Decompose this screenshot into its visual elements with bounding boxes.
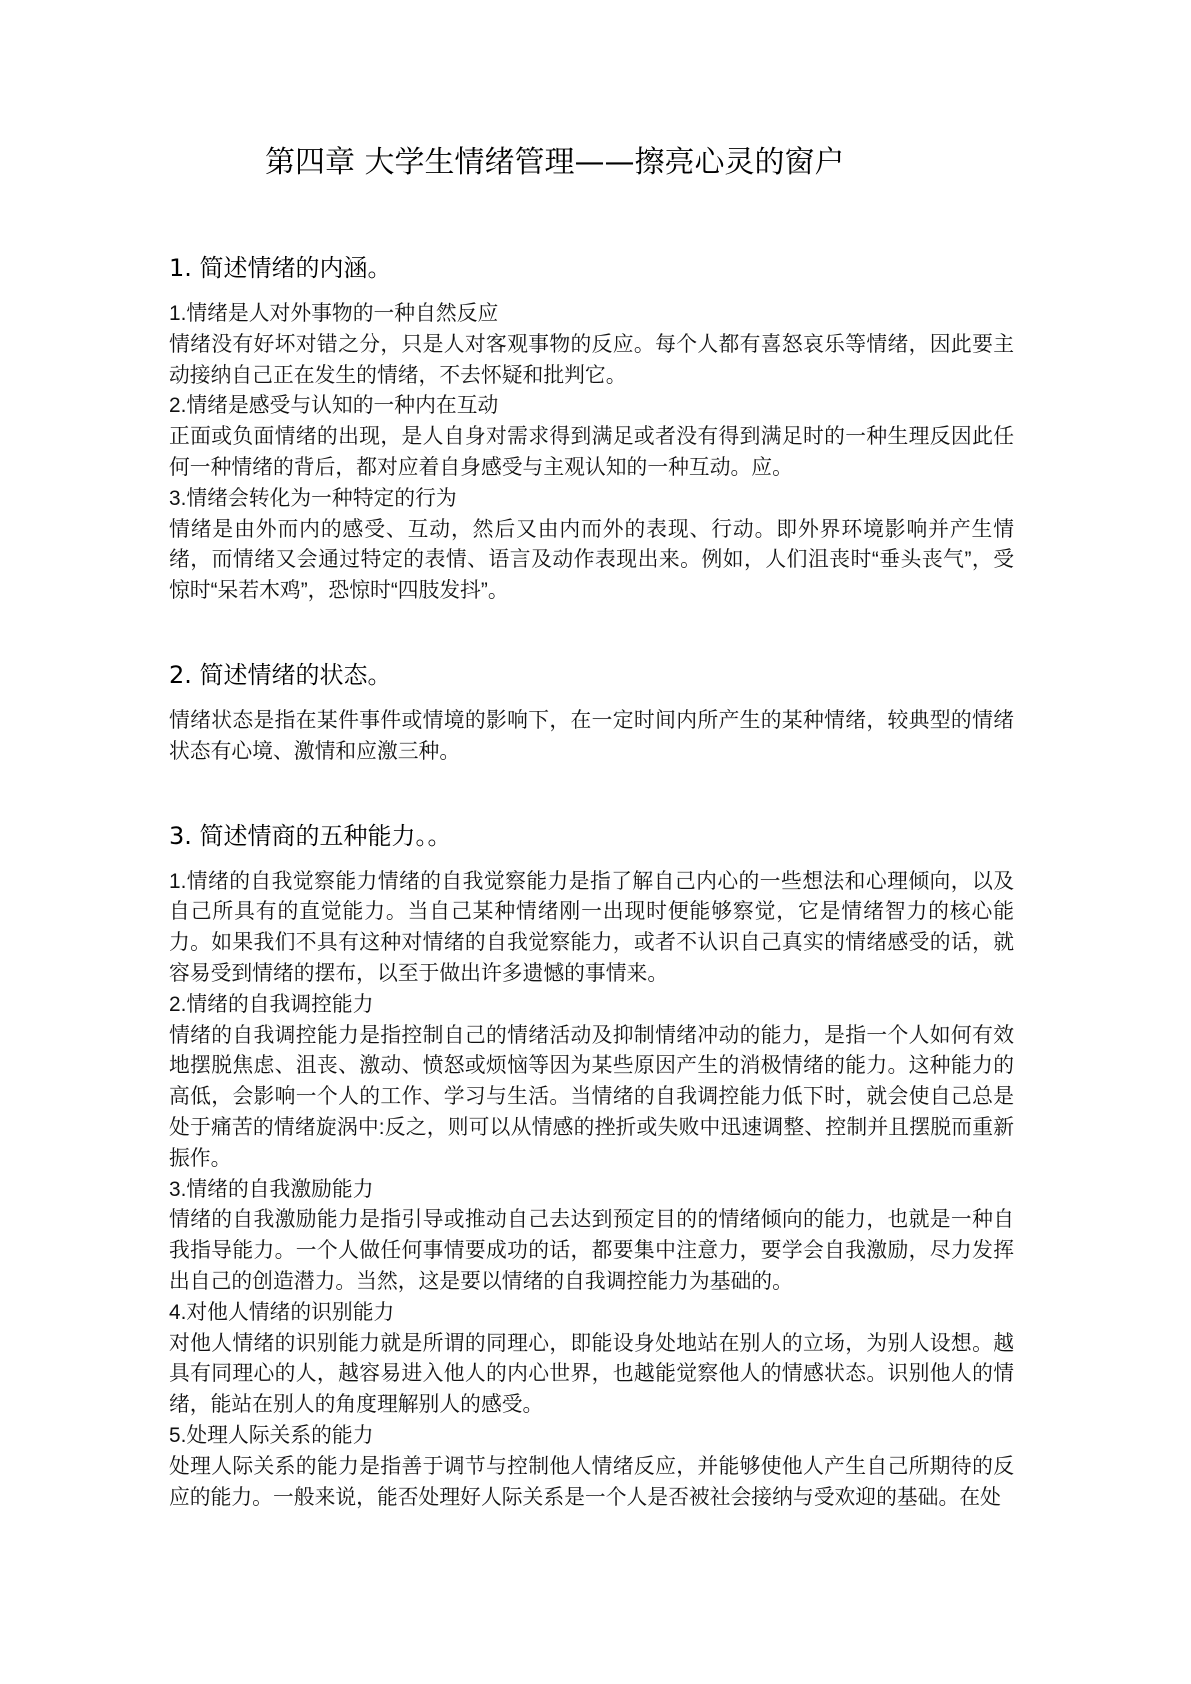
section-heading: 3. 简述情商的五种能力。。: [169, 821, 452, 850]
item-heading: 2.情绪的自我调控能力: [169, 992, 374, 1016]
section-heading: 1. 简述情绪的内涵。: [169, 254, 392, 282]
paragraph: 对他人情绪的识别能力就是所谓的同理心，即能设身处地站在别人的立场，为别人设想。越具有同理心的人，越容易进入他人的内心世界，也越能觉察他人的情感状态。识别他人的情绪，能站在别人的角度理解别人的感受。: [169, 1331, 1014, 1417]
paragraph: 正面或负面情绪的出现，是人自身对需求得到满足或者没有得到满足时的一种生理反因此任何一种情绪的背后，都对应着自身感受与主观认知的一种互动。应。: [169, 425, 1014, 479]
item-heading: 4.对他人情绪的识别能力: [169, 1300, 395, 1324]
paragraph: 1.情绪的自我觉察能力情绪的自我觉察能力是指了解自己内心的一些想法和心理倾向，以及自己所具有的直觉能力。当自己某种情绪刚一出现时便能够察觉，它是情绪智力的核心能力。如果我们不具有这种对情绪的自我觉察能力，或者不认识自己真实的情绪感受的话，就容易受到情绪的摆布，以至于做出许多遗憾的事情来。: [169, 869, 1014, 985]
paragraph: 处理人际关系的能力是指善于调节与控制他人情绪反应，并能够使他人产生自己所期待的反应的能力。一般来说，能否处理好人际关系是一个人是否被社会接纳与受欢迎的基础。在处: [169, 1454, 1014, 1509]
paragraph: 情绪状态是指在某件事件或情境的影响下，在一定时间内所产生的某种情绪，较典型的情绪状态有心境、激情和应激三种。: [169, 708, 1014, 763]
item-heading: 3.情绪会转化为一种特定的行为: [169, 486, 457, 510]
item-heading: 1.情绪是人对外事物的一种自然反应: [169, 302, 499, 325]
item-heading: 3.情绪的自我激励能力: [169, 1177, 374, 1201]
section-heading: 2. 简述情绪的状态。: [169, 660, 392, 689]
page-title: 第四章 大学生情绪管理——擦亮心灵的窗户: [265, 145, 845, 180]
paragraph: 情绪没有好坏对错之分，只是人对客观事物的反应。每个人都有喜怒哀乐等情绪，因此要主动接纳自己正在发生的情绪，不去怀疑和批判它。: [169, 332, 1014, 387]
item-heading: 5.处理人际关系的能力: [169, 1423, 374, 1447]
section-emotion-states: [169, 657, 1014, 768]
section-eq-abilities: [169, 818, 1014, 1514]
paragraph: 情绪是由外而内的感受、互动，然后又由内而外的表现、行动。即外界环境影响并产生情绪，而情绪又会通过特定的表情、语言及动作表现出来。例如，人们沮丧时“垂头丧气”，受惊时“呆若木鸡”，恐惊时“四肢发抖”。: [169, 517, 1014, 603]
paragraph: 情绪的自我激励能力是指引导或推动自己去达到预定目的的情绪倾向的能力，也就是一种自我指导能力。一个人做任何事情要成功的话，都要集中注意力，要学会自我激励，尽力发挥出自己的创造潜力。当然，这是要以情绪的自我调控能力为基础的。: [169, 1208, 1014, 1293]
section-emotion-connotation: [169, 250, 1014, 607]
document-page: [169, 143, 1014, 1513]
paragraph: 情绪的自我调控能力是指控制自己的情绪活动及抑制情绪冲动的能力，是指一个人如何有效地摆脱焦虑、沮丧、激动、愤怒或烦恼等因为某些原因产生的消极情绪的能力。这种能力的高低，会影响一个人的工作、学习与生活。当情绪的自我调控能力低下时，就会使自己总是处于痛苦的情绪旋涡中:反之，则可以从情感的挫折或失败中迅速调整、控制并且摆脱而重新振作。: [169, 1023, 1014, 1170]
item-heading: 2.情绪是感受与认知的一种内在互动: [169, 394, 499, 418]
